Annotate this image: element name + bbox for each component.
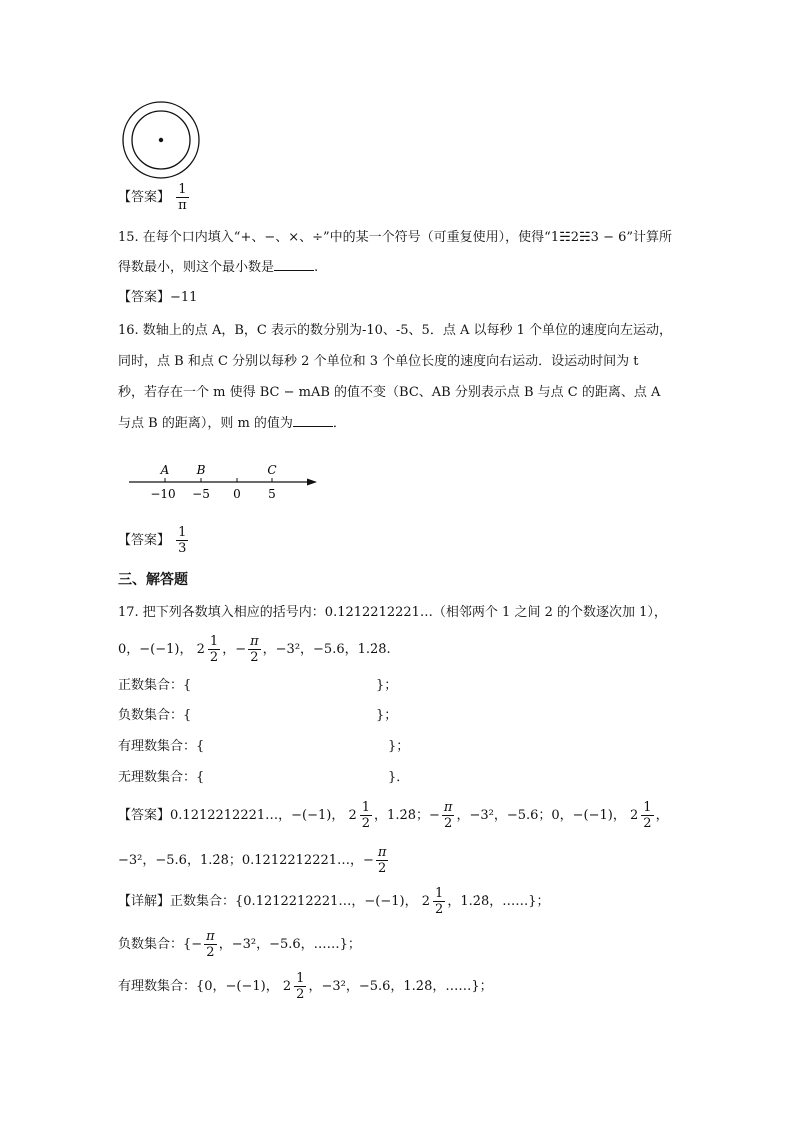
answer-blank	[274, 258, 314, 271]
answer-fraction: $\frac{1}{\pi}$	[178, 182, 187, 213]
answer-label: 【答案】	[118, 190, 171, 205]
center-point	[159, 138, 163, 142]
q17-answer-line-1: 【答案】0.1212212221…，−(−1)， 2 $\frac{1}{2}$ ，1.2̇8̇；− $\frac{\pi}{2}$ ，−3²，−5.6；0，−(−1)， 2 $\frac{1}{2}$ ，	[118, 800, 669, 831]
q15-answer	[118, 288, 197, 308]
point-label-b: B	[196, 463, 206, 477]
positive-set-end: }；	[376, 678, 398, 693]
q17-detail-line-2: 负数集合：{− $\frac{\pi}{2}$ ，−3²，−5.6，……}；	[118, 929, 361, 960]
q15-line-2: 得数最小，则这个最小数是 .	[118, 260, 319, 275]
tick-label-minus5: −5	[192, 487, 210, 501]
answer-label: 【答案】	[118, 533, 171, 548]
tick-label-minus10: −10	[150, 487, 176, 501]
q16-line-2: 同时，点 B 和点 C 分别以每秒 2 个单位和 3 个单位长度的速度向右运动．设运动时间为 t	[118, 354, 639, 369]
answer-label: 【答案】	[118, 808, 171, 823]
axis-arrow	[307, 479, 317, 486]
rational-set-end: }；	[388, 739, 410, 754]
q15-line-1: 15. 在每个口内填入“+、−、×、÷”中的某一个符号（可重复使用），使得“1☵2☵3 − 6”计算所	[118, 230, 673, 245]
detail-label: 【详解】	[118, 894, 171, 909]
positive-set: 正数集合：{	[118, 678, 192, 693]
negative-set: 负数集合：{	[118, 708, 192, 723]
q17-answer-line-2: −3²，−5.6，1.2̇8̇；0.1212212221…，− $\frac{\pi}{2}$	[118, 845, 387, 876]
answer-value: −11	[170, 290, 198, 305]
irrational-set-end: }．	[388, 770, 410, 785]
pi-fraction: $\frac{\pi}{2}$	[250, 634, 259, 665]
q14-answer	[118, 182, 191, 213]
mixed-number: 2 $\frac{1}{2}$	[196, 634, 219, 665]
q17-detail-line-3: 有理数集合：{0，−(−1)， 2 $\frac{1}{2}$ ，−3²，−5.6，1.2̇8̇，……}；	[118, 971, 493, 1002]
negative-set-end: }；	[376, 708, 398, 723]
q16-line-1: 16. 数轴上的点 A，B，C 表示的数分别为-10、-5、5．点 A 以每秒 1 个单位的速度向左运动，	[118, 323, 673, 338]
number-line	[125, 458, 325, 504]
q16-line-4: 与点 B 的距离），则 m 的值为 ．	[118, 416, 346, 431]
q17-numbers: 0，−(−1)， 2 $\frac{1}{2}$ ，− $\frac{\pi}{2}$ ，−3²，−5.6，1.2̇8̇.	[118, 634, 391, 665]
irrational-set: 无理数集合：{	[118, 770, 205, 785]
q16-answer	[118, 525, 190, 556]
section-title: 三、解答题	[118, 572, 188, 588]
answer-blank	[293, 414, 333, 427]
rational-set: 有理数集合：{	[118, 739, 205, 754]
answer-label: 【答案】	[118, 290, 171, 305]
answer-fraction: $\frac{1}{3}$	[178, 525, 187, 556]
q17-line-1: 17. 把下列各数填入相应的括号内：0.1212212221…（相邻两个 1 之间 2 的个数逐次加 1），	[118, 605, 667, 620]
q16-line-3: 秒，若存在一个 m 使得 BC − mAB 的值不变（BC、AB 分别表示点 B 与点 C 的距离、点 A	[118, 385, 661, 400]
q17-detail-line-1: 【详解】正数集合：{0.1212212221…，−(−1)， 2 $\frac{1}{2}$ ，1.2̇8̇，……}；	[118, 886, 550, 917]
tick-label-0: 0	[233, 487, 241, 501]
tick-label-5: 5	[268, 487, 276, 501]
point-label-c: C	[267, 463, 277, 477]
concentric-circles-figure	[120, 100, 202, 182]
point-label-a: A	[160, 463, 170, 477]
